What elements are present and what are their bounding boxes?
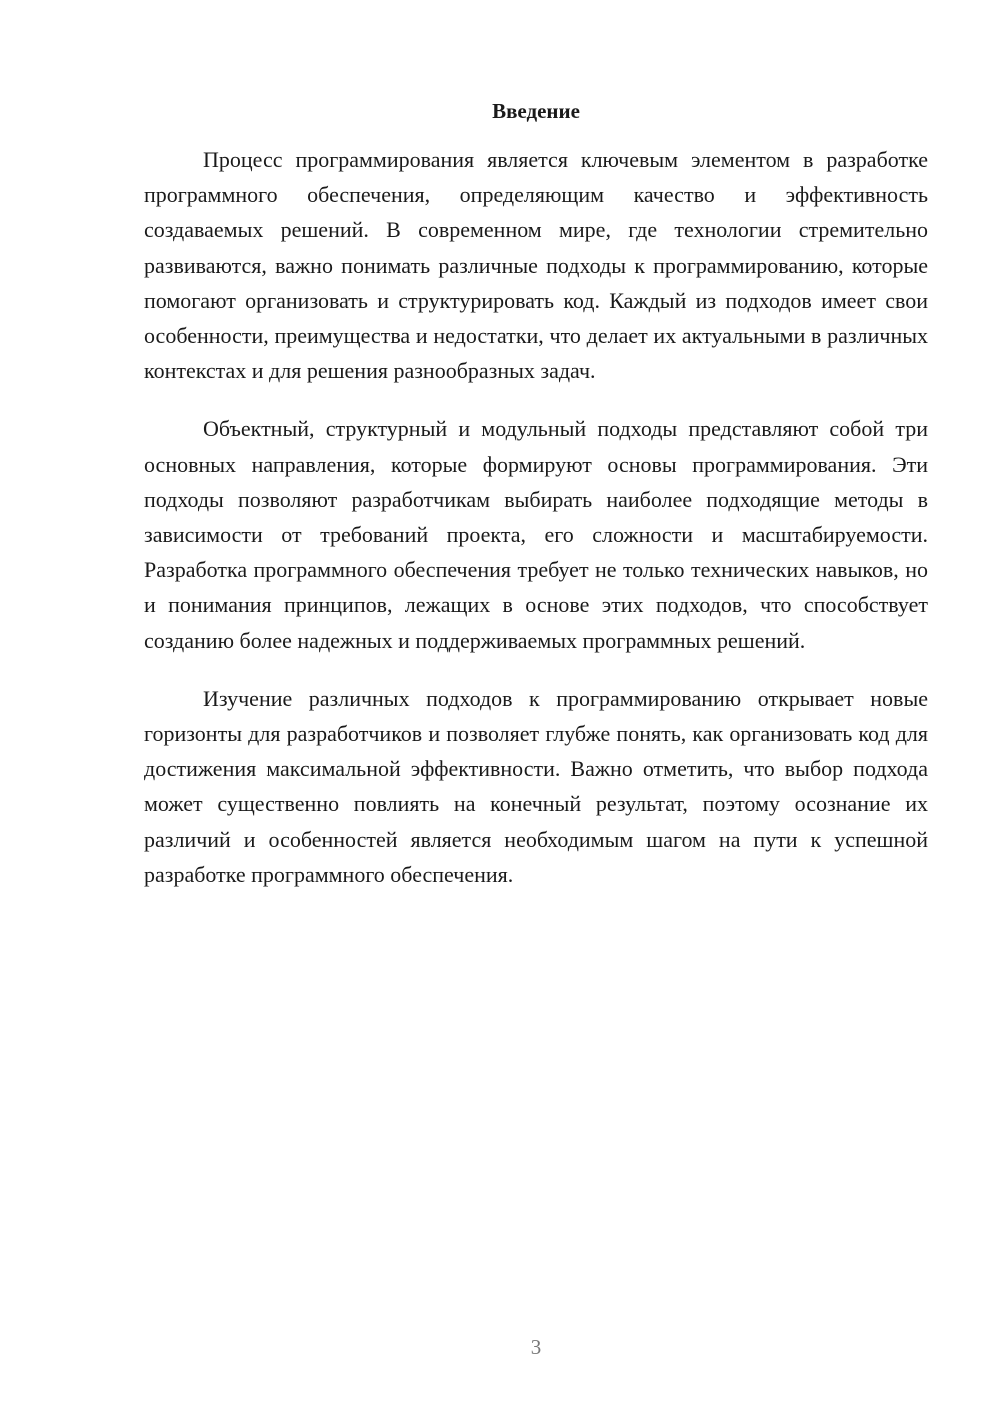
paragraph-3: Изучение различных подходов к программированию открывает новые горизонты для разработчиков и позволяет глубже понять, как организовать код для достижения максимальной эффективности. Важно отметить, что выбор подхода может существенно повлиять на конечный результат, поэтому осознание их различий и особенностей является необходимым шагом на пути к успешной разработке программного обеспечения. bbox=[144, 685, 928, 887]
page-number: 3 bbox=[530, 1335, 542, 1359]
body-text bbox=[144, 142, 928, 915]
paragraph-2: Объектный, структурный и модульный подходы представляют собой три основных направления, которые формируют основы программирования. Эти подходы позволяют разработчикам выбирать наиболее подходящие методы в зависимости от требований проекта, его сложности и масштабируемости. Разработка программного обеспечения требует не только технических навыков, но и понимания принципов, лежащих в основе этих подходов, что способствует созданию более надежных и поддерживаемых программных решений. bbox=[144, 416, 928, 653]
paragraph-1: Процесс программирования является ключевым элементом в разработке программного обеспечения, определяющим качество и эффективность создаваемых решений. В современном мире, где технологии стремительно развиваются, важно понимать различные подходы к программированию, которые помогают организовать и структурировать код. Каждый из подходов имеет свои особенности, преимущества и недостатки, что делает их актуальными в различных контекстах и для решения разнообразных задач. bbox=[144, 147, 928, 384]
section-heading: Введение bbox=[492, 99, 580, 123]
